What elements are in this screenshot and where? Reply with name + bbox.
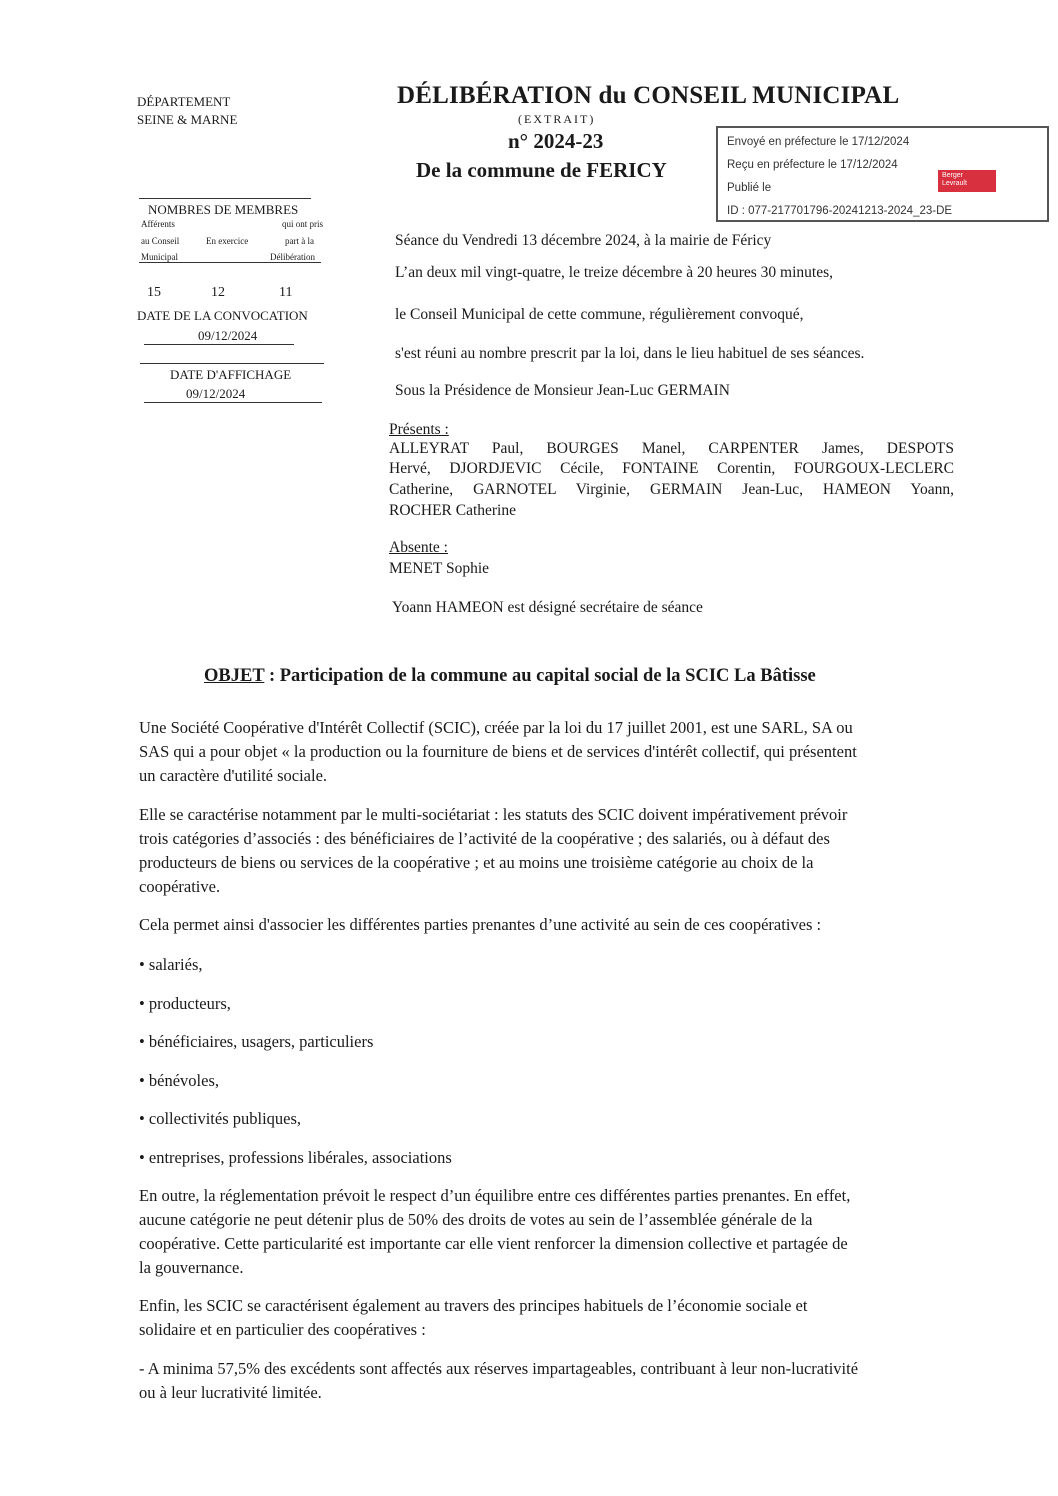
- members-col1-line3: Municipal: [141, 252, 178, 262]
- object-label: OBJET: [204, 666, 265, 686]
- convocation-rule: [144, 344, 294, 345]
- paragraph-2-line-2: trois catégories d’associés : des bénéficiaires de l’activité de la coopérative ; des salariés, ou à défaut des: [139, 829, 830, 848]
- convocation-date: 09/12/2024: [198, 328, 258, 343]
- paragraph-2-line-3: producteurs de biens ou services de la coopérative ; et au moins une troisième catégorie au choix de la: [139, 853, 814, 872]
- stamp-sent: Envoyé en préfecture le 17/12/2024: [727, 136, 910, 148]
- list-item: • bénévoles,: [139, 1071, 220, 1090]
- members-col3-line2: part à la: [285, 236, 314, 246]
- object-heading: [204, 666, 816, 687]
- session-line-2: L’an deux mil vingt-quatre, le treize décembre à 20 heures 30 minutes,: [395, 264, 834, 281]
- paragraph-5-line-1: Enfin, les SCIC se caractérisent également au travers des principes habituels de l’économie sociale et: [139, 1296, 808, 1315]
- affichage-label: DATE D'AFFICHAGE: [170, 367, 292, 382]
- session-line-3: le Conseil Municipal de cette commune, régulièrement convoqué,: [395, 306, 804, 323]
- department-name: SEINE & MARNE: [137, 112, 238, 127]
- present-label: Présents :: [389, 421, 449, 438]
- paragraph-6-line-2: ou à leur lucrativité limitée.: [139, 1383, 322, 1402]
- session-line-1: Séance du Vendredi 13 décembre 2024, à la mairie de Féricy: [395, 232, 772, 249]
- members-afferents-value: 15: [147, 285, 161, 300]
- paragraph-4-line-4: la gouvernance.: [139, 1258, 244, 1277]
- document-title: DÉLIBÉRATION du CONSEIL MUNICIPAL: [397, 82, 900, 109]
- members-mid-rule: [139, 262, 321, 263]
- members-col3-line3: Délibération: [270, 252, 315, 262]
- affichage-date: 09/12/2024: [186, 386, 246, 401]
- list-item: • salariés,: [139, 955, 203, 974]
- secretary-line: Yoann HAMEON est désigné secrétaire de séance: [392, 599, 703, 616]
- session-line-5: Sous la Présidence de Monsieur Jean-Luc GERMAIN: [395, 382, 730, 399]
- members-col1-line1: Afférents: [141, 219, 175, 229]
- present-names-line-2: Hervé, DJORDJEVIC Cécile, FONTAINE Corentin, FOURGOUX-LECLERC: [389, 460, 954, 477]
- absent-label: Absente :: [389, 539, 448, 556]
- list-item: • producteurs,: [139, 994, 231, 1013]
- paragraph-1-line-3: un caractère d'utilité sociale.: [139, 766, 328, 785]
- list-item: • bénéficiaires, usagers, particuliers: [139, 1032, 374, 1051]
- stamp-published: Publié le: [727, 182, 772, 194]
- members-top-rule: [139, 198, 311, 199]
- paragraph-2-line-4: coopérative.: [139, 877, 221, 896]
- commune-name: De la commune de FERICY: [416, 158, 667, 182]
- members-exercice-value: 12: [211, 285, 225, 300]
- paragraph-4-line-3: coopérative. Cette particularité est importante car elle vient renforcer la dimension collective et partagée de: [139, 1234, 848, 1253]
- members-col1-line2: au Conseil: [141, 236, 180, 246]
- paragraph-1-line-1: Une Société Coopérative d'Intérêt Collectif (SCIC), créée par la loi du 17 juillet 2001, est une SARL, SA ou: [139, 718, 853, 737]
- paragraph-6-line-1: - A minima 57,5% des excédents sont affectés aux réserves impartageables, contribuant à leur non-lucrativité: [139, 1359, 859, 1378]
- present-names-line-4: ROCHER Catherine: [389, 502, 516, 519]
- paragraph-3: Cela permet ainsi d'associer les différentes parties prenantes d’une activité au sein de ces coopératives :: [139, 915, 822, 934]
- paragraph-4-line-1: En outre, la réglementation prévoit le respect d’un équilibre entre ces différentes parties prenantes. En effet,: [139, 1186, 851, 1205]
- extract-label: (EXTRAIT): [518, 112, 596, 126]
- members-participants-value: 11: [279, 285, 293, 300]
- present-names-line-1: ALLEYRAT Paul, BOURGES Manel, CARPENTER James, DESPOTS: [389, 440, 954, 457]
- present-names-line-3: Catherine, GARNOTEL Virginie, GERMAIN Jean-Luc, HAMEON Yoann,: [389, 481, 954, 498]
- department-label: DÉPARTEMENT: [137, 94, 231, 109]
- session-line-4: s'est réuni au nombre prescrit par la loi, dans le lieu habituel de ses séances.: [395, 345, 865, 362]
- paragraph-1-line-2: SAS qui a pour objet « la production ou la fourniture de biens et de services d'intérêt collectif, qui présentent: [139, 742, 857, 761]
- berger-levrault-logo: Berger Levrault: [938, 170, 996, 192]
- object-text: : Participation de la commune au capital social de la SCIC La Bâtisse: [264, 666, 816, 686]
- list-item: • entreprises, professions libérales, associations: [139, 1148, 452, 1167]
- members-col3-line1: qui ont pris: [282, 219, 324, 229]
- stamp-id: ID : 077-217701796-20241213-2024_23-DE: [727, 205, 953, 217]
- absent-names: MENET Sophie: [389, 560, 490, 577]
- paragraph-2-line-1: Elle se caractérise notamment par le multi-sociétariat : les statuts des SCIC doivent impérativement prévoir: [139, 805, 848, 824]
- paragraph-5-line-2: solidaire et en particulier des coopératives :: [139, 1320, 426, 1339]
- members-col2: En exercice: [206, 236, 249, 246]
- list-item: • collectivités publiques,: [139, 1109, 302, 1128]
- paragraph-4-line-2: aucune catégorie ne peut détenir plus de 50% des droits de votes au sein de l’assemblée générale de la: [139, 1210, 813, 1229]
- affichage-top-rule: [140, 363, 324, 364]
- members-heading: NOMBRES DE MEMBRES: [148, 202, 299, 217]
- affichage-rule: [144, 402, 322, 403]
- stamp-received: Reçu en préfecture le 17/12/2024: [727, 159, 898, 171]
- convocation-label: DATE DE LA CONVOCATION: [137, 308, 308, 323]
- deliberation-number: n° 2024-23: [508, 129, 604, 153]
- prefecture-stamp: [716, 126, 1049, 222]
